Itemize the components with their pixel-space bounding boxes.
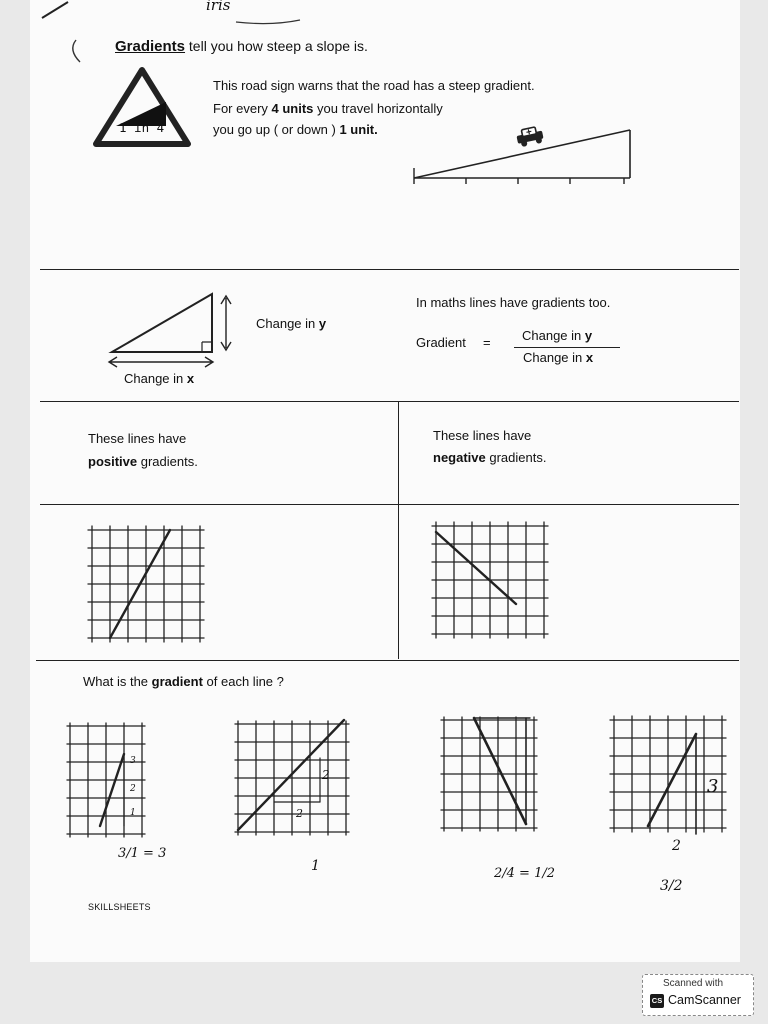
intro-line2: For every 4 units you travel horizontally (213, 101, 443, 116)
q4-label-run: 2 (672, 838, 681, 854)
answer-4: 3/2 (660, 878, 683, 894)
q2-label-run: 2 (296, 807, 303, 820)
intro-line1: This road sign warns that the road has a steep gradient. (213, 78, 535, 93)
camscanner-badge (642, 974, 754, 1016)
gradient-line (474, 718, 526, 824)
change-in-y-label: Change in y (256, 316, 327, 331)
q1-label-1: 1 (130, 808, 136, 818)
question-grid-3 (440, 716, 540, 836)
student-name: iris (206, 0, 231, 14)
title-bold: Gradients (115, 38, 186, 55)
intro-title (115, 38, 368, 55)
gradient-line (436, 532, 516, 604)
positive-text-line2: positive gradients. (88, 454, 198, 469)
fraction-bar (514, 347, 620, 348)
question-grid-2 (234, 718, 354, 833)
camscanner-text: CamScanner (668, 993, 741, 1007)
camscanner-logo-icon: CS (650, 994, 664, 1008)
q1-label-3: 3 (130, 756, 136, 766)
gradient-line (100, 754, 124, 826)
formula-intro: In maths lines have gradients too. (416, 295, 611, 310)
positive-text-line1: These lines have (88, 431, 187, 446)
divider-3 (40, 504, 739, 505)
intro-line3: you go up ( or down ) 1 unit. (213, 122, 378, 137)
gradient-line (648, 734, 696, 826)
answer-2: 1 (311, 858, 320, 874)
question-text: What is the gradient of each line ? (83, 674, 284, 689)
divider-1 (40, 269, 739, 270)
divider-2 (40, 401, 739, 402)
name-underline (236, 18, 306, 26)
fraction-numerator: Change in y (522, 328, 593, 343)
q4-label-rise: 3 (707, 776, 719, 797)
negative-text-line1: These lines have (433, 428, 532, 443)
sign-label: 1 in 4 (119, 120, 165, 135)
title-rest: tell you how steep a slope is. (188, 38, 368, 54)
skillsheets-brand: SKILLSHEETS (88, 902, 151, 912)
divider-4 (36, 660, 739, 661)
car-icon (514, 126, 548, 148)
fraction-denominator: Change in x (523, 350, 594, 365)
negative-text-line2: negative gradients. (433, 450, 547, 465)
positive-gradient-grid (86, 522, 206, 642)
top-corner-mark (40, 0, 80, 70)
scanned-with-text: Scanned with (663, 978, 724, 989)
equals-sign: = (483, 335, 491, 350)
q2-label-rise: 2 (322, 768, 330, 782)
warning-triangle-sign-icon (92, 66, 192, 148)
negative-gradient-grid (430, 518, 550, 640)
q1-label-2: 2 (130, 784, 136, 794)
answer-3: 2/4 = 1/2 (494, 866, 556, 881)
center-divider (398, 401, 399, 659)
gradient-label: Gradient (416, 335, 466, 350)
triangle-diagram (104, 290, 244, 380)
answer-1: 3/1 = 3 (118, 846, 167, 861)
change-in-x-label: Change in x (124, 371, 195, 386)
question-grid-4 (610, 716, 740, 836)
question-grid-1 (66, 718, 156, 838)
